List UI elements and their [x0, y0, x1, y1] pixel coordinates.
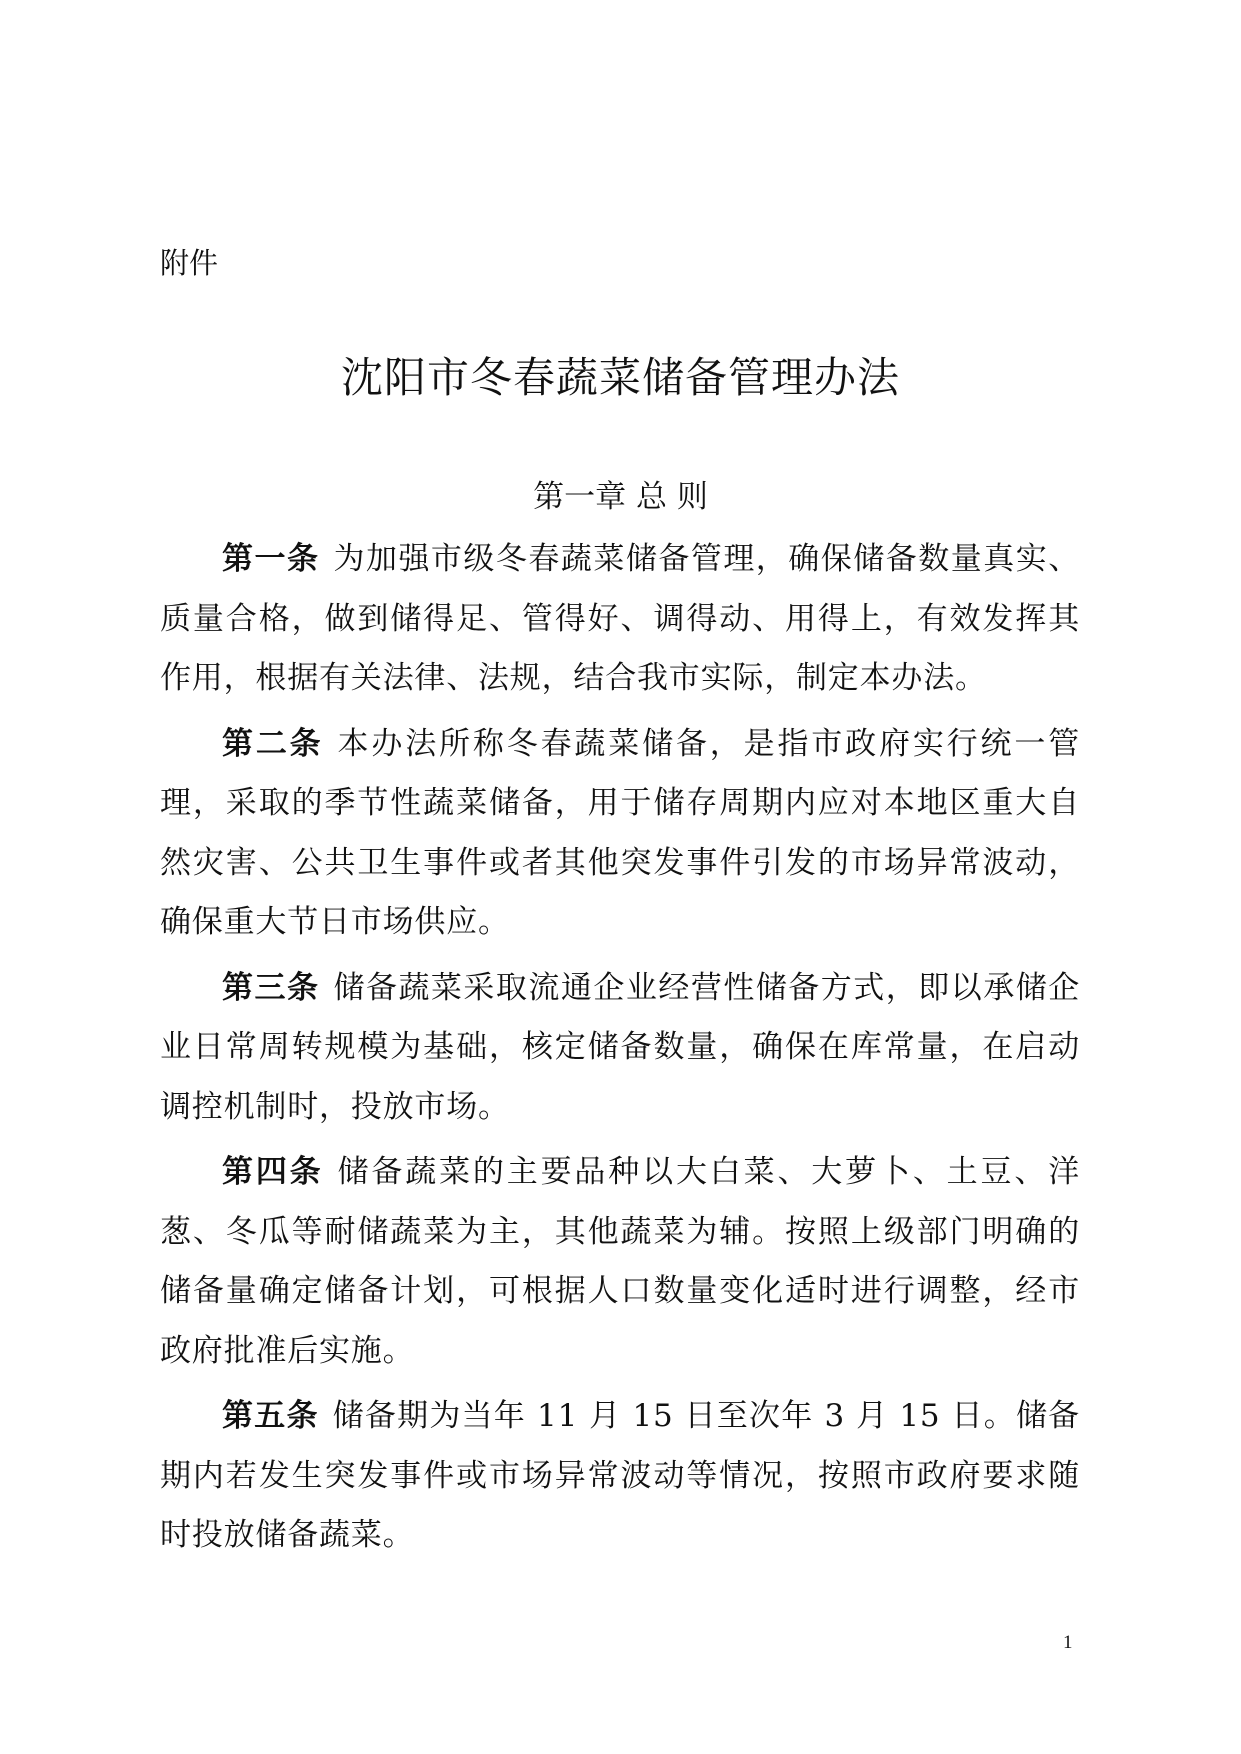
document-body	[160, 530, 1080, 1572]
article-4	[160, 1143, 1080, 1381]
article-label: 第五条	[222, 1398, 319, 1434]
article-text: 储备期为当年 11 月 15 日至次年 3 月 15 日。储备期内若发生突发事件或市场异常波动等情况，按照市政府要求随时投放储备蔬菜。	[160, 1398, 1080, 1553]
article-5	[160, 1387, 1080, 1566]
attachment-label: 附件	[160, 246, 219, 280]
article-3	[160, 959, 1080, 1138]
article-1	[160, 530, 1080, 709]
article-label: 第四条	[222, 1154, 324, 1190]
article-text: 储备蔬菜采取流通企业经营性储备方式，即以承储企业日常周转规模为基础，核定储备数量，确保在库常量，在启动调控机制时，投放市场。	[160, 969, 1080, 1125]
page-number: 1	[1063, 1632, 1073, 1653]
article-text: 储备蔬菜的主要品种以大白菜、大萝卜、土豆、洋葱、冬瓜等耐储蔬菜为主，其他蔬菜为辅。按照上级部门明确的储备量确定储备计划，可根据人口数量变化适时进行调整，经市政府批准后实施。	[160, 1154, 1080, 1369]
article-label: 第一条	[222, 541, 320, 577]
article-text: 本办法所称冬春蔬菜储备，是指市政府实行统一管理，采取的季节性蔬菜储备，用于储存周期内应对本地区重大自然灾害、公共卫生事件或者其他突发事件引发的市场异常波动，确保重大节日市场供应。	[160, 725, 1080, 940]
article-label: 第三条	[222, 969, 320, 1006]
article-text: 为加强市级冬春蔬菜储备管理，确保储备数量真实、质量合格，做到储得足、管得好、调得动、用得上，有效发挥其作用，根据有关法律、法规，结合我市实际，制定本办法。	[160, 541, 1080, 696]
article-2	[160, 715, 1080, 953]
document-title: 沈阳市冬春蔬菜储备管理办法	[340, 353, 900, 402]
article-label: 第二条	[222, 725, 324, 762]
chapter-heading: 第一章 总 则	[533, 479, 708, 515]
